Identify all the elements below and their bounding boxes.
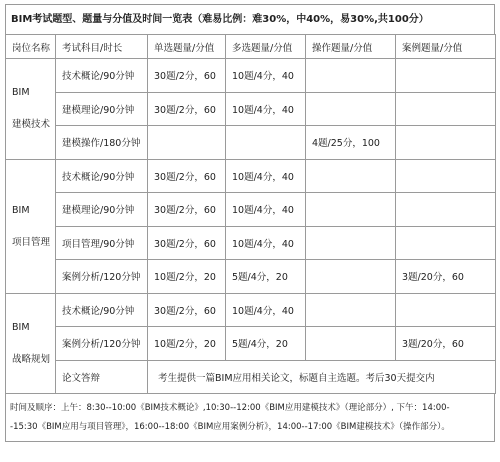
multi-cell xyxy=(226,126,306,160)
operation-cell xyxy=(306,260,396,294)
group-line: 建模技术 xyxy=(12,119,51,131)
header-cell: 考试科目/时长 xyxy=(56,35,148,59)
single-cell: 30题/2分，60 xyxy=(148,193,226,227)
table-row xyxy=(6,226,496,260)
table-row xyxy=(6,126,496,160)
multi-cell: 10题/4分，40 xyxy=(226,159,306,193)
table-row xyxy=(6,59,496,93)
subject-cell: 技术概论/90分钟 xyxy=(56,59,148,93)
exam-overview-document xyxy=(5,4,495,442)
group-line: 战略规划 xyxy=(12,353,51,365)
multi-cell: 10题/4分，40 xyxy=(226,226,306,260)
multi-cell: 10题/4分，40 xyxy=(226,293,306,327)
subject-cell: 项目管理/90分钟 xyxy=(56,226,148,260)
table-title: BIM考试题型、题量与分值及时间一览表（难易比例：难30%，中40%，易30%,共100分） xyxy=(5,4,495,34)
header-cell: 操作题量/分值 xyxy=(306,35,396,59)
group-cell-modeling xyxy=(6,59,56,160)
header-row xyxy=(6,35,496,59)
header-cell: 多选题量/分值 xyxy=(226,35,306,59)
table-row-essay xyxy=(6,360,496,394)
group-line: BIM xyxy=(12,321,30,333)
case-cell xyxy=(396,92,496,126)
case-cell xyxy=(396,126,496,160)
operation-cell: 4题/25分，100 xyxy=(306,126,396,160)
group-cell-project xyxy=(6,159,56,293)
subject-cell: 案例分析/120分钟 xyxy=(56,260,148,294)
single-cell: 30题/2分，60 xyxy=(148,293,226,327)
single-cell: 30题/2分，60 xyxy=(148,59,226,93)
single-cell: 10题/2分，20 xyxy=(148,327,226,361)
single-cell: 30题/2分，60 xyxy=(148,226,226,260)
schedule-footer xyxy=(5,394,495,442)
table-row xyxy=(6,193,496,227)
case-cell xyxy=(396,193,496,227)
multi-cell: 10题/4分，40 xyxy=(226,92,306,126)
subject-cell: 论文答辩 xyxy=(56,360,148,394)
case-cell xyxy=(396,226,496,260)
subject-cell: 建模操作/180分钟 xyxy=(56,126,148,160)
schedule-line: 时间及顺序：上午：8:30--10:00《BIM技术概论》,10:30--12:00《BIM应用建模技术》（理论部分）, 下午：14:00- xyxy=(10,403,450,413)
operation-cell xyxy=(306,193,396,227)
single-cell: 10题/2分，20 xyxy=(148,260,226,294)
case-cell: 3题/20分，60 xyxy=(396,260,496,294)
single-cell: 30题/2分，60 xyxy=(148,92,226,126)
case-cell: 3题/20分，60 xyxy=(396,327,496,361)
group-cell-strategy xyxy=(6,293,56,394)
table-row xyxy=(6,260,496,294)
subject-cell: 建模理论/90分钟 xyxy=(56,193,148,227)
operation-cell xyxy=(306,327,396,361)
subject-cell: 技术概论/90分钟 xyxy=(56,159,148,193)
multi-cell: 5题/4分，20 xyxy=(226,327,306,361)
group-line: BIM xyxy=(12,87,30,99)
operation-cell xyxy=(306,226,396,260)
essay-note-cell: 考生提供一篇BIM应用相关论文，标题自主选题。考后30天提交内 xyxy=(148,360,496,394)
schedule-line: -15:30《BIM应用与项目管理》，16:00--18:00《BIM应用案例分析》，14:00--17:00《BIM建模技术》（操作部分）。 xyxy=(10,422,450,432)
multi-cell: 10题/4分，40 xyxy=(226,193,306,227)
operation-cell xyxy=(306,293,396,327)
operation-cell xyxy=(306,159,396,193)
header-cell: 案例题量/分值 xyxy=(396,35,496,59)
table-row xyxy=(6,159,496,193)
case-cell xyxy=(396,159,496,193)
operation-cell xyxy=(306,59,396,93)
group-line: BIM xyxy=(12,204,30,216)
operation-cell xyxy=(306,92,396,126)
single-cell: 30题/2分，60 xyxy=(148,159,226,193)
exam-table xyxy=(5,34,496,394)
subject-cell: 案例分析/120分钟 xyxy=(56,327,148,361)
table-row xyxy=(6,293,496,327)
subject-cell: 建模理论/90分钟 xyxy=(56,92,148,126)
multi-cell: 10题/4分，40 xyxy=(226,59,306,93)
case-cell xyxy=(396,293,496,327)
header-cell: 岗位名称 xyxy=(6,35,56,59)
table-row xyxy=(6,327,496,361)
table-row xyxy=(6,92,496,126)
subject-cell: 技术概论/90分钟 xyxy=(56,293,148,327)
header-cell: 单选题量/分值 xyxy=(148,35,226,59)
multi-cell: 5题/4分，20 xyxy=(226,260,306,294)
single-cell xyxy=(148,126,226,160)
group-line: 项目管理 xyxy=(12,236,51,248)
case-cell xyxy=(396,59,496,93)
